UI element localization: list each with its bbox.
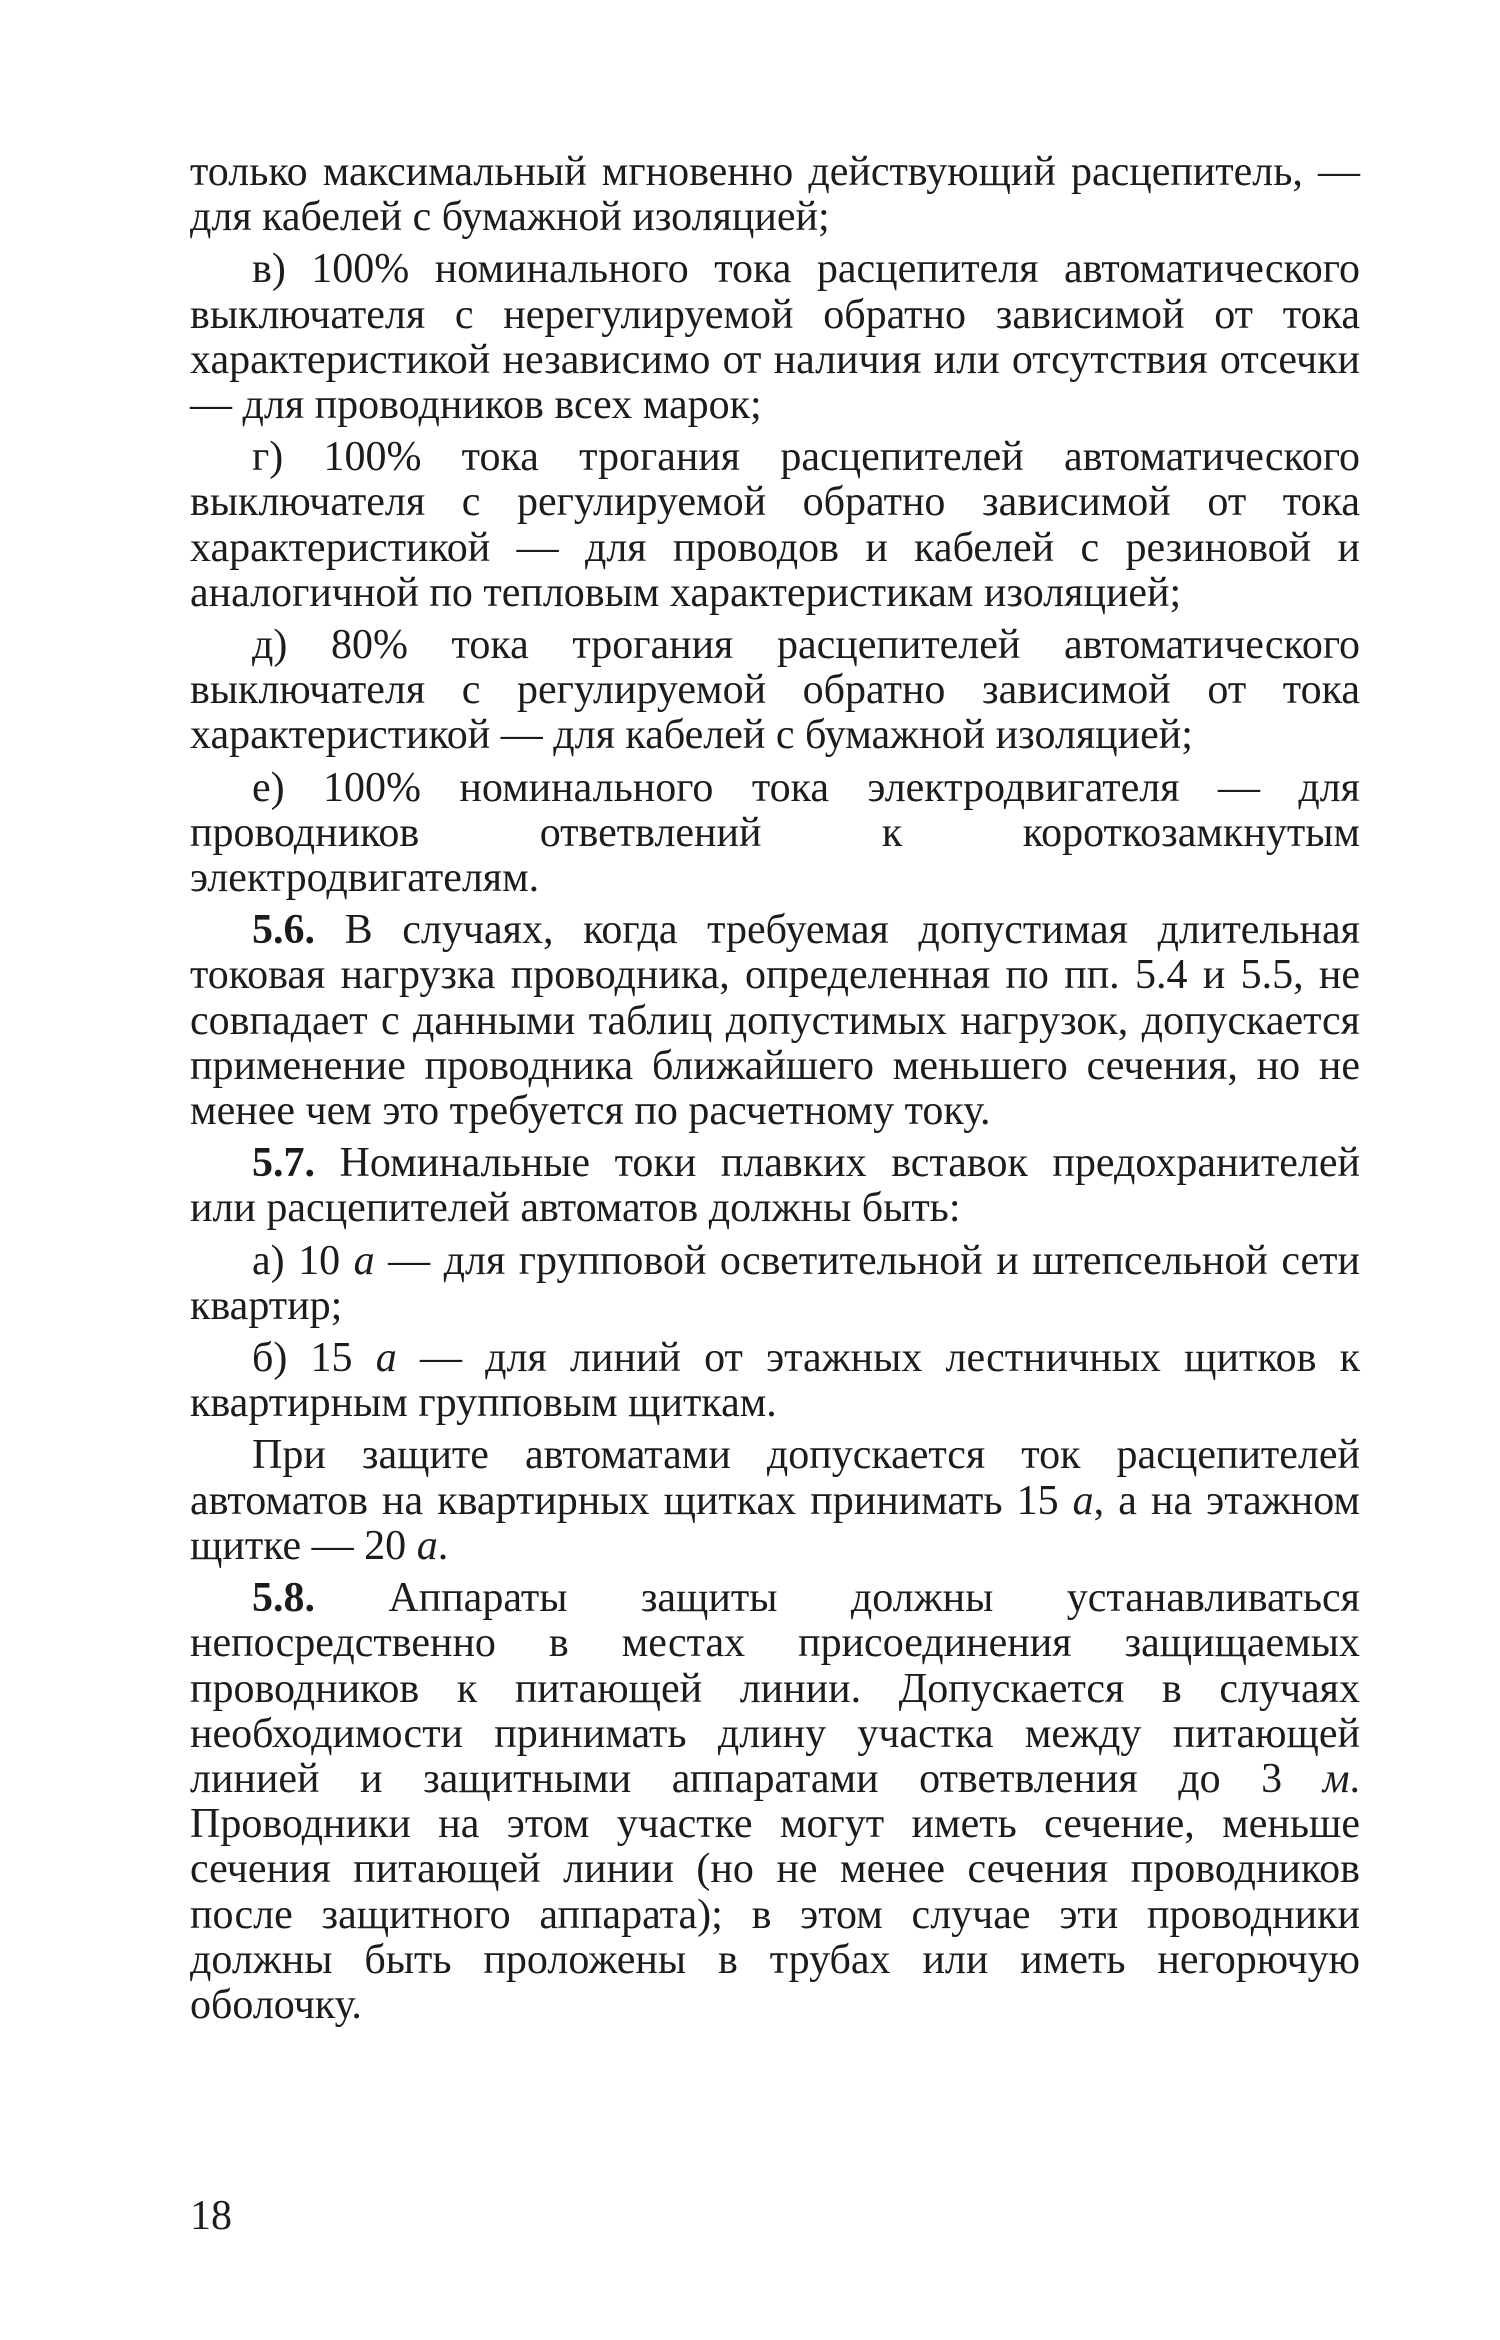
- paragraph-text: . Проводники на этом участке могут иметь сечение, меньше сечения питающей линии (но не менее сечения проводников после защитного аппарата); в этом случае эти проводники должны быть проложены в трубах или иметь негорючую оболочку.: [190, 1755, 1360, 2028]
- paragraph-text: При защите автоматами допускается ток расцепителей автоматов на квартирных щитках принимать 15: [190, 1432, 1360, 1524]
- paragraph-a: [190, 1239, 1360, 1329]
- paragraph-text: б) 15: [252, 1335, 376, 1382]
- unit-symbol: а: [375, 1335, 397, 1382]
- paragraph-text: г) 100% тока трогания расцепителей автоматического выключателя с регулируемой обратно зависимой от тока характеристикой — для проводов и кабелей с резиновой и аналогичной по тепловым характеристикам изоляцией;: [190, 434, 1360, 616]
- unit-symbol: а: [353, 1237, 375, 1284]
- paragraph-text: В случаях, когда требуемая допустимая длительная токовая нагрузка проводника, определенная по пп. 5.4 и 5.5, не совпадает с данными таблиц допустимых нагрузок, допускается применение проводника ближайшего меньшего сечения, но не менее чем это требуется по расчетному току.: [190, 907, 1360, 1135]
- paragraph-cont: [190, 150, 1360, 240]
- paragraph-text: — для линий от этажных лестничных щитков к квартирным групповым щиткам.: [190, 1335, 1361, 1427]
- unit-symbol: м: [1322, 1755, 1350, 1802]
- unit-symbol: а: [1072, 1477, 1094, 1524]
- paragraph-text: а) 10: [252, 1237, 354, 1284]
- paragraph-text: Аппараты защиты должны устанавливаться непосредственно в местах присоединения защищаемых проводников к питающей линии. Допускается в случаях необходимости принимать длину участка между питающей линией и защитными аппаратами ответвления до 3: [190, 1575, 1360, 1802]
- paragraph-text: Номинальные токи плавких вставок предохранителей или расцепителей автоматов должны быть:: [190, 1140, 1360, 1232]
- paragraph-d: [190, 623, 1360, 759]
- paragraph-text: только максимальный мгновенно действующий расцепитель, — для кабелей с бумажной изоляцией;: [190, 149, 1360, 241]
- page-body: [190, 150, 1360, 2035]
- paragraph-e: [190, 766, 1360, 902]
- paragraph-text: в) 100% номинального тока расцепителя автоматического выключателя с нерегулируемой обратно зависимой от тока характеристикой независимо от наличия или отсутствия отсечки — для проводников всех марок;: [190, 246, 1360, 429]
- paragraph-s57: [190, 1141, 1360, 1231]
- paragraph-s56: [190, 908, 1360, 1134]
- section-number: 5.8.: [252, 1575, 315, 1622]
- paragraph-g: [190, 435, 1360, 616]
- unit-symbol: а: [416, 1522, 438, 1569]
- paragraph-text: д) 80% тока трогания расцепителей автоматического выключателя с регулируемой обратно зависимой от тока характеристикой — для кабелей с бумажной изоляцией;: [190, 622, 1360, 759]
- paragraph-text: — для групповой осветительной и штепсельной сети квартир;: [190, 1237, 1360, 1329]
- paragraph-b: [190, 1336, 1360, 1426]
- paragraph-v: [190, 247, 1360, 428]
- paragraph-pri: [190, 1433, 1360, 1569]
- paragraph-s58: [190, 1576, 1360, 2028]
- paragraph-text: .: [437, 1522, 449, 1569]
- page-number: 18: [190, 2193, 232, 2239]
- section-number: 5.7.: [252, 1140, 315, 1187]
- section-number: 5.6.: [252, 907, 315, 954]
- paragraph-text: , а на этажном щитке — 20: [190, 1477, 1360, 1569]
- paragraph-text: е) 100% номинального тока электродвигателя — для проводников ответвлений к короткозамкнутым электродвигателям.: [190, 764, 1360, 902]
